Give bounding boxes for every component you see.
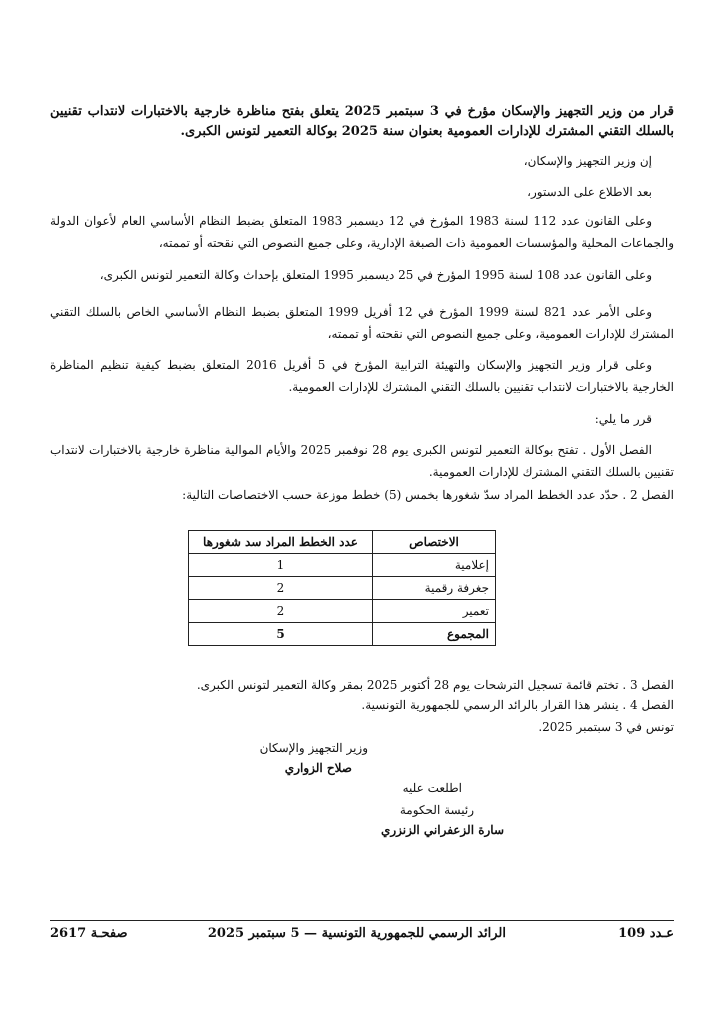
- total-value: 5: [189, 623, 373, 646]
- place-date: تونس في 3 سبتمبر 2025.: [538, 720, 674, 734]
- article-4: الفصل 4 . ينشر هذا القرار بالرائد الرسمي للجمهورية التونسية.: [361, 698, 674, 712]
- preamble-law-1995: وعلى القانون عدد 108 لسنة 1995 المؤرخ في 25 ديسمبر 1995 المتعلق بإحداث وكالة التعمير لتونس الكبرى،: [99, 268, 652, 282]
- positions-cell: 2: [189, 600, 373, 623]
- column-header-specialty: الاختصاص: [373, 531, 496, 554]
- page-number: صفحـة 2617: [50, 926, 128, 941]
- preamble-order-2016: وعلى قرار وزير التجهيز والإسكان والتهيئة الترابية المؤرخ في 5 أفريل 2016 المتعلق بضبط كيفية تنظيم المناظرة الخارجية بالاختبارات لانتداب تقنيين بالسلك التقني المشترك للإدارات العمومية.: [50, 358, 674, 394]
- preamble-minister: إن وزير التجهيز والإسكان،: [523, 154, 652, 168]
- issue-number: عـدد 109: [618, 926, 674, 941]
- specialty-cell: تعمير: [373, 600, 496, 623]
- minister-title: وزير التجهيز والإسكان: [259, 741, 368, 755]
- specialty-cell: جغرفة رقمية: [373, 577, 496, 600]
- table-row: [189, 577, 496, 600]
- preamble-law-1983: وعلى القانون عدد 112 لسنة 1983 المؤرخ في 12 ديسمبر 1983 المتعلق بضبط النظام الأساسي العام لأعوان الدولة والجماعات المحلية والمؤسسات العمومية ذات الصبغة الإدارية، وعلى جميع النصوص التي نقحته أو تممته،: [50, 214, 674, 250]
- article-1: الفصل الأول . تفتح بوكالة التعمير لتونس الكبرى يوم 28 نوفمبر 2025 والأيام الموالية مناظرة خارجية بالاختبارات لانتداب تقنيين بالسلك التقني المشترك للإدارات العمومية.: [50, 443, 674, 479]
- column-header-positions: عدد الخطط المراد سد شغورها: [189, 531, 373, 554]
- table-row: [189, 600, 496, 623]
- article-2: الفصل 2 . حدّد عدد الخطط المراد سدّ شغورها بخمس (5) خطط موزعة حسب الاختصاصات التالية:: [182, 488, 674, 502]
- positions-cell: 2: [189, 577, 373, 600]
- table-total-row: [189, 623, 496, 646]
- positions-cell: 1: [189, 554, 373, 577]
- pm-name: سارة الزعفراني الزنزري: [380, 823, 504, 837]
- footer-divider: [50, 920, 674, 921]
- seen-by: اطلعت عليه: [402, 781, 462, 795]
- pm-title: رئيسة الحكومة: [399, 803, 474, 817]
- article-3: الفصل 3 . تختم قائمة تسجيل الترشحات يوم 28 أكتوبر 2025 بمقر وكالة التعمير لتونس الكبرى.: [196, 678, 674, 692]
- minister-name: صلاح الزواري: [284, 761, 352, 775]
- preamble-constitution: بعد الاطلاع على الدستور،: [527, 185, 652, 199]
- positions-table: [188, 530, 496, 646]
- journal-title: الرائد الرسمي للجمهورية التونسية — 5 سبتمبر 2025: [207, 926, 506, 941]
- document-page: [50, 0, 674, 1024]
- table-row: [189, 554, 496, 577]
- decision-intro: قرر ما يلي:: [594, 412, 652, 426]
- preamble-decree-1999: وعلى الأمر عدد 821 لسنة 1999 المؤرخ في 12 أفريل 1999 المتعلق بضبط النظام الأساسي الخاص بالسلك التقني المشترك للإدارات العمومية، وعلى جميع النصوص التي نقحته أو تممته،: [50, 305, 674, 341]
- table-header-row: [189, 531, 496, 554]
- specialty-cell: إعلامية: [373, 554, 496, 577]
- decree-title: قرار من وزير التجهيز والإسكان مؤرخ في 3 سبتمبر 2025 يتعلق بفتح مناظرة خارجية بالاختبارات لانتداب تقنيين بالسلك التقني المشترك للإدارات العمومية بعنوان سنة 2025 بوكالة التعمير لتونس الكبرى.: [50, 104, 675, 139]
- total-label: المجموع: [373, 623, 496, 646]
